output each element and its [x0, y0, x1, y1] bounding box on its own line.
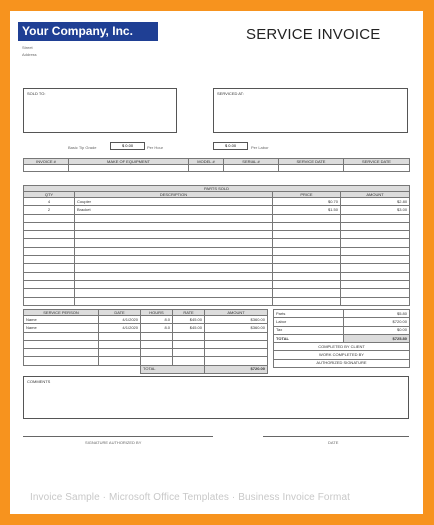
col-service-amount: AMOUNT	[205, 310, 268, 316]
table-row[interactable]	[24, 206, 410, 214]
price-cell[interactable]: $1.50	[273, 206, 341, 214]
col-hours: HOURS	[141, 310, 173, 316]
labor-field[interactable]: $ 0.00	[213, 142, 248, 150]
table-row[interactable]	[24, 272, 410, 280]
rate-cell[interactable]: $45.00	[173, 324, 205, 332]
col-date: DATE	[99, 310, 141, 316]
serial-cell[interactable]	[224, 165, 279, 172]
col-service-date: SERVICE DATE	[279, 159, 344, 165]
summary-note-1: COMPLETED BY CLIENT	[274, 343, 410, 351]
person-cell[interactable]: Name	[24, 316, 99, 324]
service-total-value: $720.00	[205, 365, 268, 373]
description-cell[interactable]: Coupler	[75, 198, 273, 206]
hours-cell[interactable]: 8.0	[141, 324, 173, 332]
table-row[interactable]	[24, 316, 268, 324]
table-row[interactable]	[24, 239, 410, 247]
table-row[interactable]	[24, 222, 410, 230]
serviced-at-label: SERVICED AT:	[217, 91, 244, 96]
table-row[interactable]	[24, 297, 410, 305]
col-price: PRICE	[273, 192, 341, 198]
sold-to-box[interactable]	[23, 88, 177, 133]
date-cell[interactable]: 4/1/2020	[99, 324, 141, 332]
company-address: Address	[22, 52, 37, 57]
comments-label: COMMENTS	[27, 379, 51, 384]
parts-section-title: PARTS SOLD	[24, 186, 410, 192]
col-model: MODEL #	[189, 159, 224, 165]
labor-unit: Per Labor	[251, 145, 269, 150]
table-row[interactable]	[24, 256, 410, 264]
summary-labor-label: Labor	[274, 318, 344, 326]
description-cell[interactable]: Bracket	[75, 206, 273, 214]
company-name: Your Company, Inc.	[18, 22, 158, 41]
table-row[interactable]	[24, 198, 410, 206]
table-row	[274, 310, 410, 318]
hours-cell[interactable]: 8.0	[141, 316, 173, 324]
col-service-date-2: SERVICE DATE	[344, 159, 410, 165]
summary-total-label: TOTAL	[274, 334, 344, 342]
rate-field[interactable]: $ 0.00	[110, 142, 145, 150]
table-row[interactable]	[24, 214, 410, 222]
qty-cell[interactable]: 2	[24, 206, 75, 214]
signature-label-left: SIGNATURE AUTHORIZED BY	[85, 440, 142, 445]
model-cell[interactable]	[189, 165, 224, 172]
comments-box[interactable]	[23, 376, 409, 419]
col-serial: SERIAL #	[224, 159, 279, 165]
amount-cell[interactable]: $2.80	[341, 198, 410, 206]
summary-note-3: AUTHORIZED SIGNATURE	[274, 359, 410, 367]
invoice-sheet	[10, 11, 423, 514]
table-row	[274, 334, 410, 342]
parts-table	[23, 185, 410, 306]
summary-tax-value: $0.00	[344, 326, 410, 334]
summary-labor-value: $720.00	[344, 318, 410, 326]
invoice-title: SERVICE INVOICE	[246, 26, 381, 43]
company-street: Street	[22, 45, 33, 50]
summary-parts-label: Parts	[274, 310, 344, 318]
signature-line-right	[263, 436, 409, 437]
price-cell[interactable]: $0.70	[273, 198, 341, 206]
service-date-cell[interactable]	[279, 165, 344, 172]
summary-total-value: $725.80	[344, 334, 410, 342]
table-row[interactable]	[24, 264, 410, 272]
qty-cell[interactable]: 4	[24, 198, 75, 206]
table-row[interactable]	[24, 247, 410, 255]
service-amount-cell[interactable]: $360.00	[205, 316, 268, 324]
col-amount: AMOUNT	[341, 192, 410, 198]
col-service-person: SERVICE PERSON	[24, 310, 99, 316]
signature-label-right: DATE	[328, 440, 339, 445]
sold-to-label: SOLD TO:	[27, 91, 46, 96]
table-row	[274, 318, 410, 326]
make-cell[interactable]	[69, 165, 189, 172]
col-make: MAKE OF EQUIPMENT	[69, 159, 189, 165]
table-row	[274, 326, 410, 334]
table-row[interactable]	[24, 231, 410, 239]
col-qty: QTY	[24, 192, 75, 198]
service-person-table	[23, 309, 268, 374]
service-date-2-cell[interactable]	[344, 165, 410, 172]
table-row[interactable]	[24, 324, 268, 332]
serviced-at-box[interactable]	[213, 88, 408, 133]
date-cell[interactable]: 4/1/2020	[99, 316, 141, 324]
table-row[interactable]	[24, 332, 268, 340]
service-info-table	[23, 158, 410, 172]
col-rate: RATE	[173, 310, 205, 316]
amount-cell[interactable]: $3.00	[341, 206, 410, 214]
summary-table	[273, 309, 410, 368]
service-amount-cell[interactable]: $360.00	[205, 324, 268, 332]
table-row[interactable]	[24, 340, 268, 348]
person-cell[interactable]: Name	[24, 324, 99, 332]
rate-label: Basic Tip Grade	[68, 145, 97, 150]
table-row[interactable]	[24, 357, 268, 365]
rate-unit: Per Hour	[147, 145, 164, 150]
col-invoice-number: INVOICE #	[24, 159, 69, 165]
service-total-label: TOTAL	[141, 365, 205, 373]
table-row[interactable]	[24, 280, 410, 288]
summary-tax-label: Tax	[274, 326, 344, 334]
summary-note-2: WORK COMPLETED BY	[274, 351, 410, 359]
table-row[interactable]	[24, 289, 410, 297]
col-description: DESCRIPTION	[75, 192, 273, 198]
footer-text: Invoice Sample · Microsoft Office Templates · Business Invoice Format	[30, 492, 350, 503]
summary-parts-value: $5.80	[344, 310, 410, 318]
signature-line-left	[23, 436, 213, 437]
invoice-number-cell[interactable]	[24, 165, 69, 172]
table-row[interactable]	[24, 349, 268, 357]
rate-cell[interactable]: $45.00	[173, 316, 205, 324]
